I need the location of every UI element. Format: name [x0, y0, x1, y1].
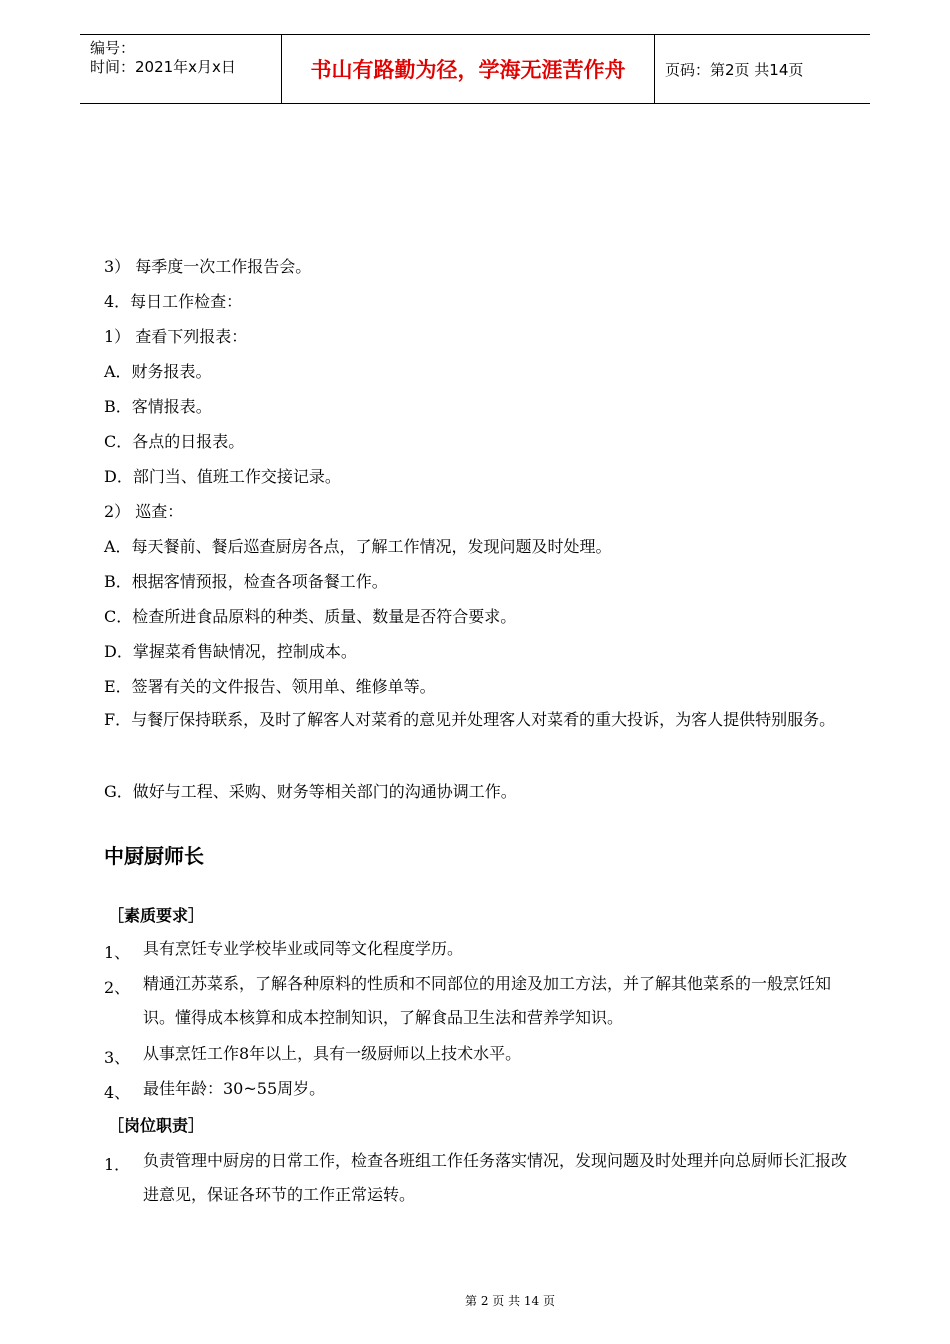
body-line: B．根据客情预报，检查各项备餐工作。 — [104, 572, 388, 591]
body-line: 2） 巡查： — [104, 502, 184, 521]
body-line: D．掌握菜肴售缺情况，控制成本。 — [104, 642, 357, 661]
header-page-cell — [655, 35, 870, 103]
body-line: D．部门当、值班工作交接记录。 — [104, 467, 341, 486]
body-line-g: G．做好与工程、采购、财务等相关部门的沟通协调工作。 — [104, 782, 517, 801]
quality-item-number: 2、 — [104, 978, 131, 997]
number-label: 编号： — [90, 39, 136, 57]
body-line: 4．每日工作检查： — [104, 292, 243, 311]
section-title: 中厨厨师长 — [104, 844, 204, 868]
body-line: A．每天餐前、餐后巡查厨房各点，了解工作情况，发现问题及时处理。 — [104, 537, 612, 556]
body-line: C．检查所进食品原料的种类、质量、数量是否符合要求。 — [104, 607, 517, 626]
body-paragraph-f: F．与餐厅保持联系，及时了解客人对菜肴的意见并处理客人对菜肴的重大投诉，为客人提供特别服务。 — [104, 710, 836, 729]
quality-item-text: 精通江苏菜系，了解各种原料的性质和不同部位的用途及加工方法，并了解其他菜系的一般烹饪知识。懂得成本核算和成本控制知识，了解食品卫生法和营养学知识。 — [143, 974, 832, 1027]
quality-item-number: 4、 — [104, 1083, 131, 1102]
quality-item-number: 3、 — [104, 1048, 131, 1067]
quality-item-text: 从事烹饪工作8年以上，具有一级厨师以上技术水平。 — [143, 1044, 522, 1063]
duty-item-text: 负责管理中厨房的日常工作，检查各班组工作任务落实情况，发现问题及时处理并向总厨师长汇报改进意见，保证各环节的工作正常运转。 — [143, 1151, 848, 1204]
header-motto-cell — [281, 35, 655, 103]
page-header — [80, 34, 870, 104]
body-line: A．财务报表。 — [104, 362, 212, 381]
header-info-cell — [80, 35, 281, 103]
body-line: B．客情报表。 — [104, 397, 212, 416]
body-line: E．签署有关的文件报告、领用单、维修单等。 — [104, 677, 436, 696]
page-label: 页码：第2页 共14页 — [665, 60, 804, 79]
motto-text: 书山有路勤为径，学海无涯苦作舟 — [310, 58, 626, 82]
quality-heading: ［素质要求］ — [108, 906, 205, 925]
body-line: 3） 每季度一次工作报告会。 — [104, 257, 312, 276]
duty-heading: ［岗位职责］ — [108, 1116, 205, 1135]
page-footer: 第 2 页 共 14 页 — [465, 1294, 555, 1308]
duty-item-number: 1． — [104, 1155, 131, 1174]
body-line: C．各点的日报表。 — [104, 432, 245, 451]
quality-item-text: 具有烹饪专业学校毕业或同等文化程度学历。 — [143, 939, 464, 958]
quality-item-text: 最佳年龄：30~55周岁。 — [143, 1079, 326, 1098]
time-label: 时间：2021年x月x日 — [90, 58, 236, 76]
quality-item-number: 1、 — [104, 943, 131, 962]
body-line: 1） 查看下列报表： — [104, 327, 248, 346]
